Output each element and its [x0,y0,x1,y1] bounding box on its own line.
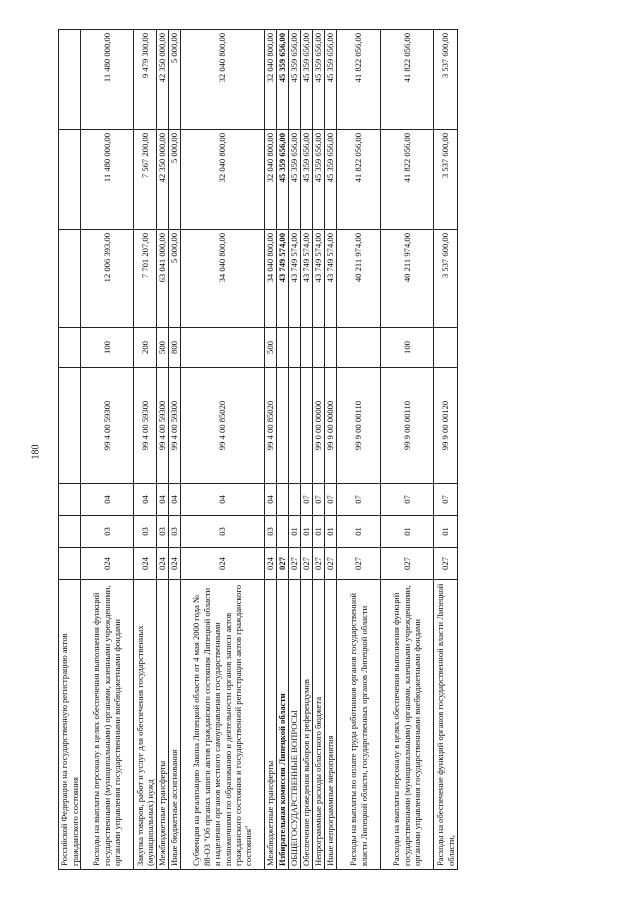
row-amount-1-cell: 43 749 574,00 [313,230,325,328]
table-row [265,30,277,870]
row-target-article-cell: 99 4 00 59300 [81,368,134,484]
row-name-cell: Непрограммные расходы областного бюджета [313,580,325,870]
row-amount-1-cell: 43 749 574,00 [325,230,337,328]
row-name-cell: Закупка товаров, работ и услуг для обеспечения государственных (муниципальных) нужд [134,580,157,870]
row-name-cell: Иные непрограммные мероприятия [325,580,337,870]
row-target-article-cell: 99 4 00 59300 [169,368,181,484]
row-grbs-cell: 027 [301,548,313,580]
row-section-cell: 01 [289,516,301,548]
row-expense-type-cell [181,328,265,368]
row-expense-type-cell: 100 [81,328,134,368]
table-row [289,30,301,870]
row-name-cell: Обеспечение проведения выборов и референдумов [301,580,313,870]
row-amount-2-cell: 45 359 656,00 [301,130,313,230]
row-subsection-cell: 04 [134,484,157,516]
row-amount-1-cell: 40 211 974,00 [381,230,434,328]
row-amount-3-cell: 5 000,00 [169,30,181,130]
row-amount-3-cell: 11 480 000,00 [81,30,134,130]
row-target-article-cell: 99 4 00 59300 [134,368,157,484]
row-target-article-cell: 99 9 00 00110 [337,368,381,484]
row-amount-2-cell: 45 359 656,00 [277,130,289,230]
row-target-article-cell [301,368,313,484]
row-grbs-cell: 024 [169,548,181,580]
row-section-cell [277,516,289,548]
row-amount-3-cell: 45 359 656,00 [277,30,289,130]
row-grbs-cell: 024 [134,548,157,580]
row-name-cell: Избирательная комиссия Липецкой области [277,580,289,870]
row-name-cell: Расходы на выплаты персоналу в целях обеспечения выполнения функций государственными (муниципальными) органами, казенными учреждениями, органами управления государственными внебюджетными фондами [381,580,434,870]
row-target-article-cell: 99 4 00 59300 [157,368,169,484]
table-row [157,30,169,870]
row-name-cell: Расходы на выплаты персоналу в целях обеспечения выполнения функций государственными (муниципальными) органами, казенными учреждениями, органами управления государственными внебюджетными фондами [81,580,134,870]
budget-table-body [59,30,458,870]
row-subsection-cell: 07 [325,484,337,516]
row-grbs-cell: 027 [325,548,337,580]
row-amount-3-cell: 32 040 800,00 [181,30,265,130]
table-row [381,30,434,870]
row-name-cell: Российской Федерации на государственную регистрацию актов гражданского состояния [59,580,81,870]
row-amount-3-cell: 42 350 000,00 [157,30,169,130]
row-section-cell: 01 [313,516,325,548]
row-amount-2-cell [59,130,81,230]
row-grbs-cell: 024 [181,548,265,580]
row-section-cell: 01 [337,516,381,548]
row-expense-type-cell [289,328,301,368]
row-expense-type-cell: 500 [265,328,277,368]
row-target-article-cell [289,368,301,484]
row-section-cell: 01 [301,516,313,548]
row-amount-2-cell: 45 359 656,00 [325,130,337,230]
row-grbs-cell: 024 [157,548,169,580]
table-row [59,30,81,870]
table-row [325,30,337,870]
row-amount-2-cell: 7 567 200,00 [134,130,157,230]
row-amount-2-cell: 41 822 056,00 [337,130,381,230]
row-grbs-cell: 027 [381,548,434,580]
row-grbs-cell: 027 [313,548,325,580]
row-target-article-cell: 99 4 00 85020 [265,368,277,484]
row-subsection-cell [59,484,81,516]
row-amount-3-cell: 41 822 056,00 [337,30,381,130]
table-row [337,30,381,870]
row-amount-2-cell: 42 350 000,00 [157,130,169,230]
table-row [181,30,265,870]
row-amount-2-cell: 45 359 656,00 [289,130,301,230]
row-subsection-cell [277,484,289,516]
row-section-cell: 01 [434,516,458,548]
table-row [313,30,325,870]
row-section-cell: 01 [325,516,337,548]
row-expense-type-cell [325,328,337,368]
row-amount-1-cell: 43 749 574,00 [277,230,289,328]
row-subsection-cell: 04 [181,484,265,516]
row-section-cell [59,516,81,548]
row-amount-3-cell: 41 822 056,00 [381,30,434,130]
row-amount-2-cell: 45 359 656,00 [313,130,325,230]
row-subsection-cell: 07 [337,484,381,516]
row-amount-1-cell: 43 749 574,00 [301,230,313,328]
row-grbs-cell: 027 [337,548,381,580]
row-subsection-cell: 04 [157,484,169,516]
row-target-article-cell: 99 9 00 00110 [381,368,434,484]
row-section-cell: 03 [169,516,181,548]
table-row [301,30,313,870]
row-amount-1-cell: 3 537 600,00 [434,230,458,328]
row-expense-type-cell [59,328,81,368]
row-subsection-cell: 07 [301,484,313,516]
row-expense-type-cell [313,328,325,368]
row-expense-type-cell [337,328,381,368]
row-section-cell: 03 [157,516,169,548]
row-amount-3-cell: 45 359 656,00 [313,30,325,130]
row-name-cell: ОБЩЕГОСУДАРСТВЕННЫЕ ВОПРОСЫ [289,580,301,870]
row-amount-1-cell: 5 000,00 [169,230,181,328]
row-subsection-cell: 04 [81,484,134,516]
row-expense-type-cell [301,328,313,368]
row-subsection-cell: 07 [313,484,325,516]
row-subsection-cell: 04 [265,484,277,516]
table-row [81,30,134,870]
row-amount-3-cell: 9 479 300,00 [134,30,157,130]
row-section-cell: 03 [134,516,157,548]
row-amount-2-cell: 41 822 056,00 [381,130,434,230]
row-subsection-cell: 07 [381,484,434,516]
row-name-cell: Расходы на обеспечение функций органов государственной власти Липецкой области, [434,580,458,870]
row-amount-3-cell: 45 359 656,00 [301,30,313,130]
row-amount-1-cell: 43 749 574,00 [289,230,301,328]
row-grbs-cell: 027 [277,548,289,580]
table-row [134,30,157,870]
row-section-cell: 01 [381,516,434,548]
row-target-article-cell: 99 9 00 00120 [434,368,458,484]
row-grbs-cell: 024 [265,548,277,580]
row-grbs-cell: 024 [81,548,134,580]
row-amount-1-cell: 40 211 974,00 [337,230,381,328]
row-name-cell: Межбюджетные трансферты [265,580,277,870]
row-section-cell: 03 [181,516,265,548]
row-expense-type-cell: 800 [169,328,181,368]
row-amount-1-cell: 12 006 393,00 [81,230,134,328]
row-grbs-cell: 027 [289,548,301,580]
row-amount-1-cell: 63 041 000,00 [157,230,169,328]
row-grbs-cell: 027 [434,548,458,580]
row-section-cell: 03 [265,516,277,548]
row-expense-type-cell: 200 [134,328,157,368]
row-subsection-cell: 07 [434,484,458,516]
row-amount-1-cell: 34 040 800,00 [265,230,277,328]
row-amount-3-cell: 45 359 656,00 [325,30,337,130]
page-number: 180 [30,444,42,460]
row-target-article-cell: 99 4 00 85020 [181,368,265,484]
row-amount-3-cell: 3 537 600,00 [434,30,458,130]
budget-table [58,29,458,870]
row-grbs-cell [59,548,81,580]
row-expense-type-cell: 500 [157,328,169,368]
row-subsection-cell: 04 [169,484,181,516]
table-row [434,30,458,870]
row-amount-1-cell: 7 701 207,00 [134,230,157,328]
budget-table-rotated [58,30,456,870]
table-row [277,30,289,870]
row-amount-2-cell: 32 040 800,00 [265,130,277,230]
row-expense-type-cell [277,328,289,368]
row-amount-2-cell: 5 000,00 [169,130,181,230]
row-amount-1-cell [59,230,81,328]
row-section-cell: 03 [81,516,134,548]
row-name-cell: Расходы на выплаты по оплате труда работников органов государственной власти Липецкой области, государственных органов Липецкой области [337,580,381,870]
row-target-article-cell [59,368,81,484]
row-amount-3-cell: 32 040 800,00 [265,30,277,130]
row-name-cell: Субвенция на реализацию Закона Липецкой области от 4 мая 2000 года № 88-ОЗ "Об органах записи актов гражданского состояния Липецкой области и наделении органов местного самоуправления государственными полномочиями по образованию и деятельности органов записи актов гражданского состояния и государственной регистрации актов гражданского состояния" [181,580,265,870]
table-row [169,30,181,870]
row-amount-2-cell: 11 480 000,00 [81,130,134,230]
row-name-cell: Межбюджетные трансферты [157,580,169,870]
row-expense-type-cell [434,328,458,368]
row-target-article-cell: 99 0 00 00000 [313,368,325,484]
row-target-article-cell: 99 9 00 00000 [325,368,337,484]
row-amount-1-cell: 34 040 800,00 [181,230,265,328]
row-target-article-cell [277,368,289,484]
row-subsection-cell [289,484,301,516]
row-amount-3-cell: 45 359 656,00 [289,30,301,130]
row-amount-2-cell: 3 537 600,00 [434,130,458,230]
row-name-cell: Иные бюджетные ассигнования [169,580,181,870]
row-amount-3-cell [59,30,81,130]
row-amount-2-cell: 32 040 800,00 [181,130,265,230]
row-expense-type-cell: 100 [381,328,434,368]
